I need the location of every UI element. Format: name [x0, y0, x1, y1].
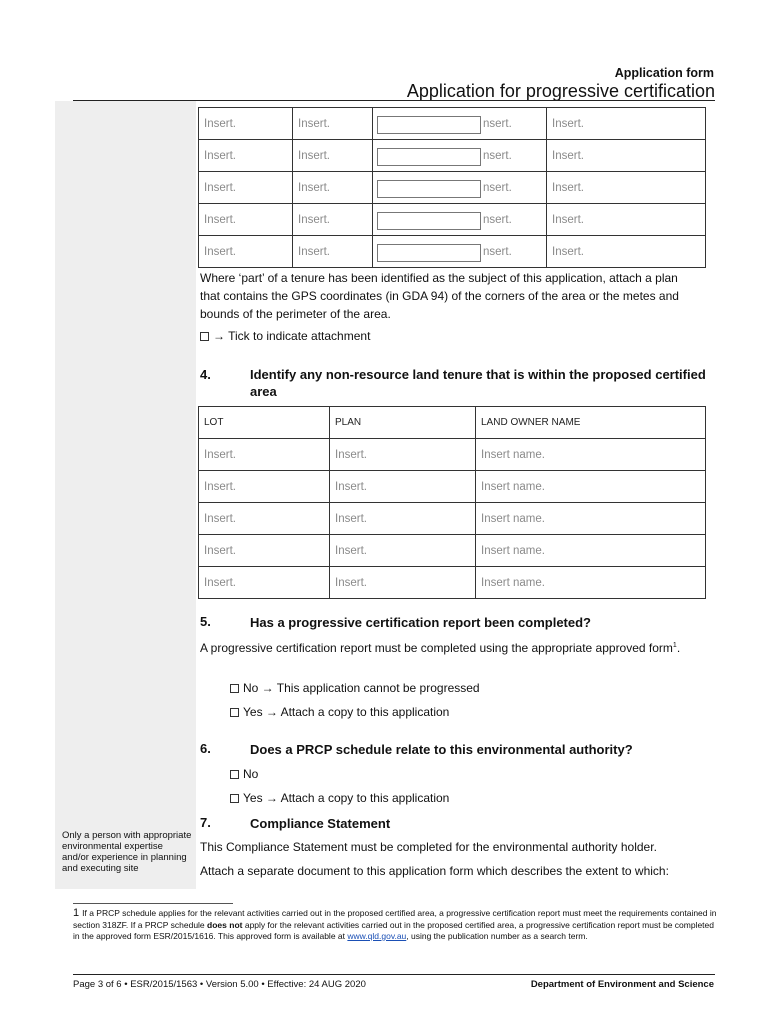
attachment-checkbox[interactable]: → Tick to indicate attachment — [200, 329, 370, 343]
table-row — [199, 567, 706, 599]
table-cell[interactable]: Insert. — [330, 439, 476, 471]
table-cell[interactable]: Insert. — [547, 108, 706, 140]
table-cell[interactable]: Insert. — [199, 439, 330, 471]
table-row — [199, 140, 706, 172]
table-cell[interactable]: Insert. — [293, 236, 373, 268]
table-cell[interactable]: Insert name. — [476, 503, 706, 535]
part-tenure-note: Where ‘part’ of a tenure has been identified as the subject of this application, attach a plan that contains the GPS coordinates (in GDA 94) of the corners of the area or the metes and bounds of the perimeter of the area. — [200, 271, 679, 321]
text-field[interactable] — [377, 148, 481, 166]
table-row — [199, 236, 706, 268]
table-cell[interactable]: Insert. — [199, 535, 330, 567]
checkbox-icon[interactable] — [230, 708, 239, 717]
footnote-divider — [73, 903, 233, 904]
page-title: Application for progressive certification — [406, 81, 715, 101]
checkbox-icon[interactable] — [230, 770, 239, 779]
table-cell[interactable]: Insert. — [547, 172, 706, 204]
table-cell[interactable]: Insert name. — [476, 471, 706, 503]
section-7-line-1: This Compliance Statement must be completed for the environmental authority holder. — [200, 840, 657, 854]
table-cell[interactable]: Insert. — [293, 108, 373, 140]
section-6-title: Does a PRCP schedule relate to this environmental authority? — [250, 742, 633, 757]
footnote: 1 If a PRCP schedule applies for the relevant activities carried out in the proposed certified area, a progressive certification report must meet the requirements contained in section 318ZF. If a PRCP schedule does not apply for the relevant activities carried out in the proposed certified area, a progressive certification report must be completed in the approved form ESR/2015/1616. This approved form is available at www.qld.gov.au, using the publication number as a search term. — [73, 907, 717, 941]
checkbox-icon[interactable] — [200, 332, 209, 341]
section-6-no-option[interactable]: No — [230, 767, 258, 781]
section-5-text: A progressive certification report must be completed using the appropriate approved form$^1$. — [200, 641, 681, 655]
table-row — [199, 471, 706, 503]
department-name: Department of Environment and Science — [530, 979, 714, 990]
table-cell[interactable]: Insert. — [199, 140, 293, 172]
cell-text: nsert. — [483, 214, 512, 226]
table-cell[interactable]: Insert. — [293, 140, 373, 172]
section-4-number: 4. — [200, 367, 211, 382]
table-cell-with-field[interactable] — [373, 108, 547, 140]
table-cell[interactable]: Insert. — [199, 172, 293, 204]
column-header: PLAN — [330, 407, 476, 439]
table-cell[interactable]: Insert. — [293, 204, 373, 236]
table-row — [199, 172, 706, 204]
table-cell[interactable]: Insert. — [547, 140, 706, 172]
table-cell[interactable]: Insert. — [293, 172, 373, 204]
footer-divider — [73, 974, 715, 975]
text-field[interactable] — [377, 180, 481, 198]
section-5-yes-option[interactable]: Yes → Attach a copy to this application — [230, 705, 449, 719]
section-5-number: 5. — [200, 614, 211, 629]
land-tenure-table — [198, 406, 706, 599]
form-type-label: Application form — [614, 66, 714, 80]
table-cell[interactable]: Insert. — [547, 236, 706, 268]
table-cell[interactable]: Insert. — [199, 471, 330, 503]
section-5-title: Has a progressive certification report been completed? — [250, 615, 591, 630]
section-7-line-2: Attach a separate document to this application form which describes the extent to which: — [200, 864, 669, 878]
checkbox-icon[interactable] — [230, 794, 239, 803]
table-cell[interactable]: Insert. — [547, 204, 706, 236]
table-cell[interactable]: Insert name. — [476, 567, 706, 599]
table-cell[interactable]: Insert. — [199, 204, 293, 236]
section-7-number: 7. — [200, 815, 211, 830]
table-cell[interactable]: Insert. — [199, 503, 330, 535]
table-cell[interactable]: Insert name. — [476, 535, 706, 567]
section-6-number: 6. — [200, 741, 211, 756]
table-row — [199, 439, 706, 471]
cell-text: nsert. — [483, 246, 512, 258]
table-cell[interactable]: Insert. — [199, 567, 330, 599]
table-cell[interactable]: Insert. — [199, 236, 293, 268]
table-cell[interactable]: Insert name. — [476, 439, 706, 471]
table-row — [199, 204, 706, 236]
table-cell-with-field[interactable] — [373, 204, 547, 236]
text-field[interactable] — [377, 116, 481, 134]
checkbox-icon[interactable] — [230, 684, 239, 693]
cell-text: nsert. — [483, 118, 512, 130]
table-cell[interactable]: Insert. — [330, 503, 476, 535]
table-cell[interactable]: Insert. — [330, 567, 476, 599]
section-4-title: Identify any non-resource land tenure that is within the proposed certified area — [250, 367, 706, 399]
text-field[interactable] — [377, 212, 481, 230]
table-row — [199, 108, 706, 140]
table-cell[interactable]: Insert. — [199, 108, 293, 140]
section-5-no-option[interactable]: No → This application cannot be progressed — [230, 681, 480, 695]
table-row — [199, 503, 706, 535]
tenure-table — [198, 107, 706, 268]
margin-column — [55, 101, 196, 889]
column-header: LAND OWNER NAME — [476, 407, 706, 439]
margin-note: Only a person with appropriate environmental expertise and/or experience in planning and executing site — [62, 830, 192, 874]
cell-text: nsert. — [483, 182, 512, 194]
section-7-title: Compliance Statement — [250, 816, 391, 831]
section-6-yes-option[interactable]: Yes → Attach a copy to this application — [230, 791, 449, 805]
table-header-row — [199, 407, 706, 439]
table-cell[interactable]: Insert. — [330, 471, 476, 503]
table-row — [199, 535, 706, 567]
table-cell[interactable]: Insert. — [330, 535, 476, 567]
table-cell-with-field[interactable] — [373, 236, 547, 268]
text-field[interactable] — [377, 244, 481, 262]
column-header: LOT — [199, 407, 330, 439]
table-cell-with-field[interactable] — [373, 172, 547, 204]
qld-gov-link[interactable]: www.qld.gov.au — [347, 931, 407, 941]
cell-text: nsert. — [483, 150, 512, 162]
footnote-ref[interactable]: 1 — [672, 642, 677, 649]
table-cell-with-field[interactable] — [373, 140, 547, 172]
page-info: Page 3 of 6 • ESR/2015/1563 • Version 5.00 • Effective: 24 AUG 2020 — [73, 979, 366, 990]
